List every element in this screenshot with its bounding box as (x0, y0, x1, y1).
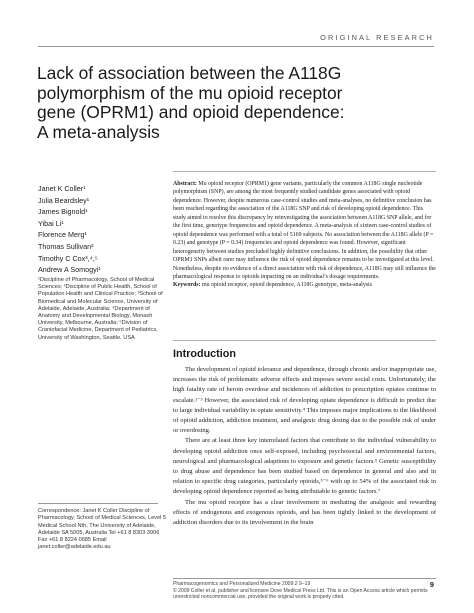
author: Thomas Sullivan² (38, 241, 94, 251)
title-line: A meta-analysis (37, 121, 160, 142)
abstract-paragraph (173, 180, 436, 281)
article-title (37, 64, 437, 142)
introduction-heading: Introduction (173, 348, 236, 360)
affiliations: ¹Discipline of Pharmacology, School of Medical Sciences; ²Discipline of Public Health, School of Population Health and Clinical Practice; ³School of Biomedical and Molecular Science, University of Adelaide, Adelaide, Australia; ⁴Department of Anatomy and Developmental Biology, Monash University, Melbourne, Australia; ⁵Division of Craniofacial Medicine, Department of Pediatrics, University of Washington, Seattle, USA (38, 277, 163, 341)
abstract (173, 180, 436, 290)
section-label: ORIGINAL RESEARCH (320, 33, 434, 42)
body-paragraph: The development of opioid tolerance and dependence, through chronic and/or inappropriate use, increases the risk of problematic adverse effects and imposes severe social costs. Unfortunately, the high fatality rate of heroin overdose and incidences of addiction to prescription opiates continue to escalate.¹⁻³ However, the associated risk of developing opiate dependence is difficult to predict due to large individual variability in opiate sensitivity.⁴ This imposes major implications to the likelihood of opioid addiction, addiction treatment, and analgesic drug dosing due to the possible risk of under or overdosing. (173, 366, 436, 435)
author: Janet K Coller¹ (38, 184, 86, 193)
abstract-bottom-rule (173, 340, 436, 341)
correspondence-block: Correspondence: Janet K Coller Discipline of Pharmacology, School of Medical Sciences, Level 5 Medical School Nth, The University of Adelaide, Adelaide SA 5005, Australia Tel +61 8 8303 3906 Fax +61 8 8224 0685 Email janet.coller@adelaide.edu.au (38, 508, 166, 551)
page-number: 9 (429, 580, 434, 589)
correspondence-rule (38, 503, 158, 504)
top-rule (38, 46, 434, 47)
body-paragraph: The mu opioid receptor has a clear involvement in mediating the analgesic and rewarding effects of endogenous and exogenous opioids, and has been tightly linked to the development of addiction disorders due to its involvement in the brain (173, 498, 436, 527)
journal-citation: Pharmacogenomics and Personalized Medicine 2009:2 9–19 (173, 581, 311, 587)
introduction-body (173, 365, 436, 528)
author: Julia Beardsley¹ (38, 195, 90, 205)
author: Yibai Li¹ (38, 218, 64, 228)
title-line: polymorphism of the mu opioid receptor (37, 82, 343, 103)
author: James Bignold¹ (38, 207, 88, 217)
abstract-text: Mu opioid receptor (OPRM1) gene variants, particularly the common A118G single nucleotide polymorphism (SNP), are among the most frequently studied candidate genes associated with opioid dependence. However, despite numerous case-control studies and meta-analyses, no definitive conclusion has been reached regarding the association of the A118G SNP and risk of developing opioid dependence. This study aimed to resolve this discrepancy by reinvestigating the association between A118G SNP allele, and for the first time, genotype frequencies and opioid dependence. A meta-analysis of sixteen case-control studies of opioid dependence was performed with a total of 5169 subjects. No association between the A118G allele (P = 0.23) and genotype (P = 0.34) frequencies and opioid dependence was found. However, significant heterogeneity between studies precluded highly definitive conclusions. In addition, the possibility that other OPRM1 SNPs albeit rarer may influence the risk of opioid dependence remains to be investigated at this level. Nonetheless, despite no evidence of a direct association with risk of dependence, A118G may still influence the pharmacological response to opioids impacting on an individual’s dosage requirements. (173, 181, 436, 280)
author: Timothy C Cox³,⁴,⁵ (38, 253, 98, 263)
keywords-text: mu opioid receptor, opioid dependence, A118G genotype, meta-analysis (201, 282, 372, 289)
author: Andrew A Somogyi¹ (38, 265, 101, 275)
author: Florence Merg¹ (38, 230, 87, 240)
body-paragraph: There are at least three key interrelated factors that contribute to the individual vulnerability to developing opioid addiction once self-exposed, including psychosocial and environmental factors, neurological and pharmacological adaptions to exposure and genetic factors.⁵ Genetic susceptibility to drug abuse and dependence has been studied based on dependence in general and also and in relation to specific drug categories, particularly opioids,⁵⁻⁶ with up to 54% of the associated risk in developing opioid dependence reported as being attributable to genetic factors.⁷ (173, 437, 436, 496)
footer-rule (173, 578, 436, 579)
title-line: gene (OPRM1) and opioid dependence: (37, 102, 345, 123)
keywords (173, 281, 436, 289)
footer (173, 581, 436, 601)
copyright-notice: © 2009 Coller et al, publisher and licensee Dove Medical Press Ltd. This is an Open Access article which permits unrestricted noncommercial use, provided the original work is properly cited. (173, 587, 428, 601)
title-line: Lack of association between the A118G (37, 63, 342, 83)
abstract-top-rule (173, 171, 436, 172)
author-list (38, 183, 166, 276)
abstract-label: Abstract: (173, 181, 197, 187)
keywords-label: Keywords: (173, 282, 201, 289)
